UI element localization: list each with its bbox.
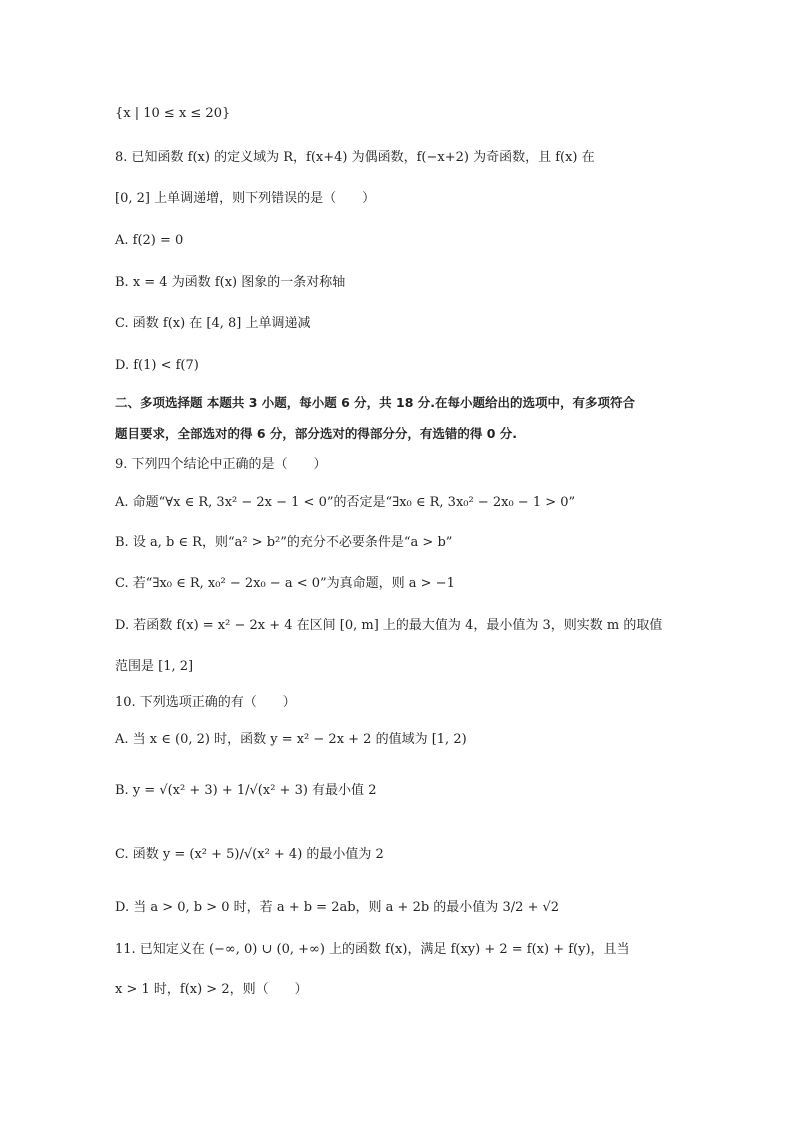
section-2-heading: 二、多项选择题 本题共 3 小题，每小题 6 分，共 18 分.在每小题给出的选项中，有多项符合	[115, 395, 636, 410]
question-9-stem: 9. 下列四个结论中正确的是（ ）	[115, 457, 327, 472]
question-9-option-b: B. 设 a, b ∈ R，则“a² > b²”的充分不必要条件是“a > b”	[115, 535, 453, 550]
section-2-heading-cont: 题目要求，全部选对的得 6 分，部分选对的得部分分，有选错的得 0 分.	[115, 426, 518, 441]
question-9-option-d: D. 若函数 f(x) = x² − 2x + 4 在区间 [0, m] 上的最大值为 4，最小值为 3，则实数 m 的取值	[115, 618, 663, 633]
question-11-stem-cont: x > 1 时，f(x) > 2，则（ ）	[115, 982, 308, 997]
question-9-option-a: A. 命题“∀x ∈ R, 3x² − 2x − 1 < 0”的否定是“∃x₀ ∈ R, 3x₀² − 2x₀ − 1 > 0”	[115, 495, 576, 510]
question-9-option-d-cont: 范围是 [1, 2]	[115, 659, 194, 674]
question-10-stem: 10. 下列选项正确的有（ ）	[115, 695, 296, 710]
question-8-option-c: C. 函数 f(x) 在 [4, 8] 上单调递减	[115, 316, 311, 331]
question-10-option-a: A. 当 x ∈ (0, 2) 时，函数 y = x² − 2x + 2 的值域为 [1, 2)	[115, 732, 467, 747]
question-8-option-a: A. f(2) = 0	[115, 233, 184, 248]
set-expression: {x | 10 ≤ x ≤ 20}	[115, 106, 231, 121]
question-9-option-c: C. 若“∃x₀ ∈ R, x₀² − 2x₀ − a < 0”为真命题，则 a > −1	[115, 576, 455, 591]
question-8-stem-cont: [0, 2] 上单调递增，则下列错误的是（ ）	[115, 191, 376, 206]
question-10-option-d: D. 当 a > 0, b > 0 时，若 a + b = 2ab，则 a + 2b 的最小值为 3/2 + √2	[115, 900, 560, 915]
question-10-option-c: C. 函数 y = (x² + 5)/√(x² + 4) 的最小值为 2	[115, 847, 384, 862]
question-8-stem: 8. 已知函数 f(x) 的定义域为 R，f(x+4) 为偶函数，f(−x+2) 为奇函数，且 f(x) 在	[115, 150, 595, 165]
question-8-option-b: B. x = 4 为函数 f(x) 图象的一条对称轴	[115, 275, 346, 290]
question-10-option-b: B. y = √(x² + 3) + 1/√(x² + 3) 有最小值 2	[115, 783, 377, 798]
question-11-stem: 11. 已知定义在 (−∞, 0) ∪ (0, +∞) 上的函数 f(x)，满足 f(xy) + 2 = f(x) + f(y)，且当	[115, 942, 630, 957]
question-8-option-d: D. f(1) < f(7)	[115, 358, 199, 373]
